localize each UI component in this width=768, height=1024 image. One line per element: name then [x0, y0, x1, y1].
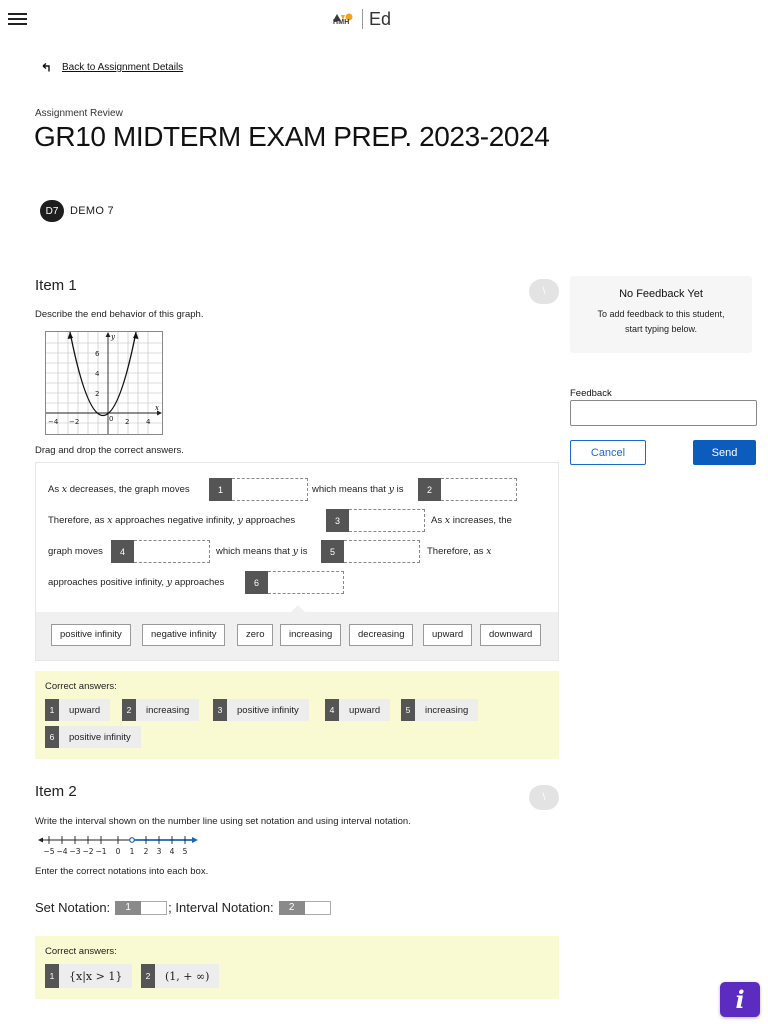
feedback-card-subtitle	[570, 307, 752, 337]
send-button[interactable]: Send	[693, 440, 756, 465]
avatar: D7	[40, 200, 64, 222]
feedback-hint-line-1: To add feedback to this student,	[597, 309, 725, 319]
slot-number: 2	[418, 478, 441, 501]
math-x: x	[486, 546, 492, 557]
numline-label: 1	[129, 847, 135, 856]
choice-increasing[interactable]: increasing	[280, 624, 341, 646]
slot-number: 6	[245, 571, 268, 594]
text: Therefore, as	[48, 515, 108, 526]
choice-positive-infinity[interactable]: positive infinity	[51, 624, 131, 646]
text: As	[431, 515, 445, 526]
slot-number: 4	[111, 540, 134, 563]
answer-number: 3	[213, 699, 227, 721]
drop-zone[interactable]	[134, 540, 210, 563]
y-tick: 4	[95, 370, 100, 378]
answer-number: 4	[325, 699, 339, 721]
correct-answer-1	[45, 699, 110, 721]
back-link-label[interactable]: Back to Assignment Details	[62, 62, 184, 73]
interval-notation-slot[interactable]	[279, 901, 331, 915]
answer-value: upward	[69, 704, 101, 716]
drop-slot-5[interactable]	[321, 540, 420, 563]
correct-answer-2	[141, 964, 219, 988]
drop-slot-1[interactable]	[209, 478, 308, 501]
numline-label: 3	[156, 847, 162, 856]
answer-value: (1, + ∞)	[165, 969, 210, 983]
item-1-correct-answers	[35, 671, 559, 759]
slot-number: 2	[279, 901, 305, 915]
set-notation-input[interactable]	[141, 901, 167, 915]
numline-label: −3	[69, 847, 81, 856]
item-1-instruction: Drag and drop the correct answers.	[35, 445, 184, 456]
set-notation-label: Set Notation:	[35, 900, 111, 915]
text: decreases, the graph moves	[67, 484, 190, 495]
text: is	[297, 546, 308, 557]
slot-number: 1	[209, 478, 232, 501]
drop-slot-2[interactable]	[418, 478, 517, 501]
item-1-title: Item 1	[35, 277, 77, 294]
interval-notation-label: ; Interval Notation:	[168, 900, 274, 915]
drag-drop-area	[35, 462, 559, 661]
interval-notation-input[interactable]	[305, 901, 331, 915]
tray-pointer	[290, 605, 306, 613]
page-label: Assignment Review	[35, 108, 123, 119]
math-x: x	[444, 515, 451, 526]
graph-x-label: x	[155, 404, 159, 412]
item-2-prompt: Write the interval shown on the number line using set notation and using interval notation.	[35, 816, 411, 827]
drop-slot-6[interactable]	[245, 571, 344, 594]
back-to-assignment-link[interactable]	[42, 62, 183, 73]
sentence-line-2	[48, 515, 295, 526]
sentence-line-4	[48, 577, 224, 588]
answer-number: 1	[45, 964, 59, 988]
drop-slot-3[interactable]	[326, 509, 425, 532]
graph-y-label: y	[111, 333, 115, 341]
logo-divider	[362, 9, 363, 29]
text: Therefore, as	[427, 546, 487, 557]
return-arrow-icon	[42, 63, 52, 72]
sentence-line-2b	[431, 515, 512, 526]
text: which means that	[216, 546, 293, 557]
sentence-line-1	[48, 484, 190, 495]
numline-label: 4	[169, 847, 175, 856]
text: As	[48, 484, 62, 495]
item-1-collapse-button[interactable]: \	[529, 279, 559, 304]
math-y: y	[292, 546, 298, 557]
math-y: y	[388, 484, 394, 495]
math-x: x	[61, 484, 68, 495]
text: approaches negative infinity,	[112, 515, 238, 526]
brand-ed: Ed	[369, 8, 392, 29]
numline-label: −1	[95, 847, 107, 856]
answer-value: {x|x > 1}	[69, 969, 123, 983]
x-tick: −4	[48, 418, 59, 426]
answer-value: increasing	[146, 704, 190, 716]
math-y: y	[237, 515, 243, 526]
correct-answers-label: Correct answers:	[45, 946, 117, 957]
choice-upward[interactable]: upward	[423, 624, 472, 646]
answer-number: 2	[122, 699, 136, 721]
answer-number: 2	[141, 964, 155, 988]
student-info	[40, 200, 114, 222]
text: is	[393, 484, 404, 495]
drop-zone[interactable]	[344, 540, 420, 563]
x-tick: −2	[69, 418, 80, 426]
page-title: GR10 MIDTERM EXAM PREP. 2023-2024	[34, 121, 550, 152]
numline-label: 2	[143, 847, 149, 856]
text: approaches	[242, 515, 296, 526]
sentence-line-1b	[312, 484, 403, 495]
text: graph moves	[48, 546, 103, 557]
feedback-hint-line-2: start typing below.	[624, 324, 698, 334]
answer-value: positive infinity	[237, 704, 299, 716]
numline-label: −5	[43, 847, 55, 856]
text: approaches	[172, 577, 225, 588]
drop-slot-4[interactable]	[111, 540, 210, 563]
correct-answers-label: Correct answers:	[45, 681, 117, 692]
answer-choices-tray	[36, 612, 558, 660]
answer-number: 6	[45, 726, 59, 748]
feedback-card-title: No Feedback Yet	[619, 288, 703, 300]
correct-answer-2	[122, 699, 199, 721]
x-tick: 2	[125, 418, 130, 426]
correct-answer-5	[401, 699, 478, 721]
item-2-instruction: Enter the correct notations into each box.	[35, 866, 209, 877]
slot-number: 5	[321, 540, 344, 563]
item-1-prompt: Describe the end behavior of this graph.	[35, 309, 204, 320]
info-icon[interactable]: i	[720, 982, 760, 1017]
correct-answer-4	[325, 699, 390, 721]
sentence-line-3c	[427, 546, 492, 557]
drop-zone[interactable]	[441, 478, 517, 501]
brand-small: HMH	[333, 19, 350, 26]
y-tick: 2	[95, 390, 100, 398]
answer-number: 1	[45, 699, 59, 721]
answer-value: upward	[349, 704, 381, 716]
correct-answer-6	[45, 726, 141, 748]
answer-value: increasing	[425, 704, 469, 716]
feedback-label: Feedback	[570, 388, 612, 399]
numline-label: 0	[115, 847, 121, 856]
notation-inputs-row	[35, 900, 332, 915]
item-2-title: Item 2	[35, 783, 77, 800]
set-notation-slot[interactable]	[115, 901, 167, 915]
sentence-line-3	[48, 546, 103, 557]
hmh-logo-icon	[332, 9, 356, 29]
parabola-graph	[45, 331, 163, 435]
math-x: x	[107, 515, 113, 526]
menu-icon[interactable]	[8, 11, 27, 27]
drop-zone[interactable]	[232, 478, 308, 501]
item-2-collapse-button[interactable]: \	[529, 785, 559, 810]
drop-zone[interactable]	[349, 509, 425, 532]
numline-label: −2	[82, 847, 94, 856]
text: approaches positive infinity,	[48, 577, 167, 588]
choice-zero[interactable]: zero	[237, 624, 273, 646]
student-name: DEMO 7	[70, 205, 114, 217]
item-2-correct-answers	[35, 936, 559, 999]
drop-zone[interactable]	[268, 571, 344, 594]
y-tick: 6	[95, 350, 100, 358]
choice-negative-infinity[interactable]: negative infinity	[142, 624, 225, 646]
feedback-input[interactable]	[570, 400, 757, 426]
math-y: y	[166, 577, 173, 588]
slot-number: 1	[115, 901, 141, 915]
numline-label: −4	[56, 847, 68, 856]
cancel-button[interactable]: Cancel	[570, 440, 646, 465]
numline-label: 5	[182, 847, 188, 856]
correct-answer-3	[213, 699, 309, 721]
choice-decreasing[interactable]: decreasing	[349, 624, 413, 646]
sentence-line-3b	[216, 546, 307, 557]
text: which means that	[312, 484, 389, 495]
x-tick: 4	[146, 418, 151, 426]
choice-downward[interactable]: downward	[480, 624, 541, 646]
x-tick: 0	[109, 415, 114, 423]
answer-value: positive infinity	[69, 731, 131, 743]
slot-number: 3	[326, 509, 349, 532]
feedback-status-card	[570, 276, 752, 353]
logo	[332, 8, 391, 30]
top-bar	[0, 0, 768, 40]
answer-number: 5	[401, 699, 415, 721]
correct-answer-1	[45, 964, 132, 988]
number-line	[38, 833, 200, 859]
text: increases, the	[450, 515, 512, 526]
